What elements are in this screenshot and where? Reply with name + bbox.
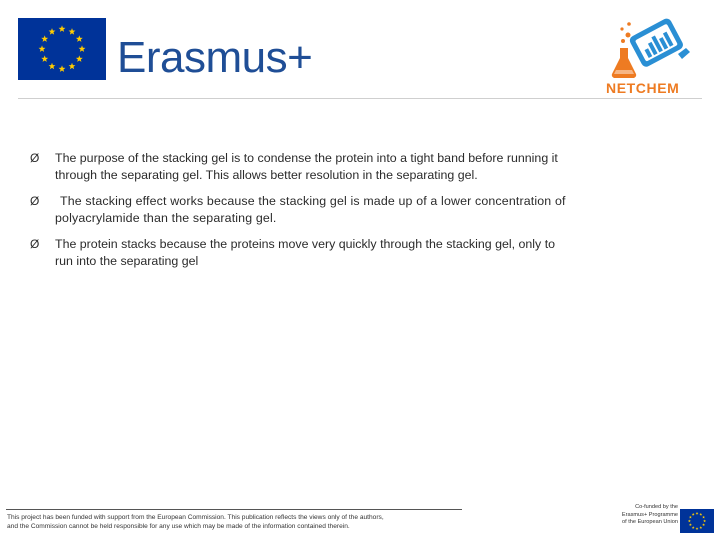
cofunded-line: Erasmus+ Programme [621, 511, 678, 518]
cofunded-line: of the European Union [622, 519, 678, 526]
cofunded-label [600, 504, 678, 527]
list-item-line: run into the separating gel [55, 254, 199, 268]
erasmus-plus-logo: Erasmus+ [117, 33, 313, 82]
eu-flag-small-icon [680, 509, 714, 533]
arrow-bullet-icon: Ø [30, 151, 40, 165]
list-item-line: The protein stacks because the proteins move very quickly through the stacking gel, only to [55, 237, 556, 251]
page-header [0, 0, 720, 100]
netchem-tablet-flask-icon [604, 14, 696, 84]
disclaimer-line: and the Commission cannot be held responsible for any use which may be made of the information contained therein. [7, 523, 350, 531]
bullet-list [30, 150, 628, 279]
netchem-logo-text: NETCHEM [606, 80, 680, 96]
list-item [30, 193, 628, 227]
list-item [30, 236, 628, 270]
arrow-bullet-icon: Ø [30, 237, 40, 251]
list-item-line: The purpose of the stacking gel is to condense the protein into a tight band before running it [55, 151, 558, 165]
list-item-line: The stacking effect works because the stacking gel is made up of a lower concentration of [60, 194, 566, 208]
eu-flag-icon [18, 18, 106, 80]
disclaimer-line: This project has been funded with support from the European Commission. This publication reflects the views only of the authors, [7, 514, 384, 521]
cofunded-badge [600, 504, 715, 538]
footer-divider [6, 509, 462, 510]
list-item-line: through the separating gel. This allows better resolution in the separating gel. [55, 168, 478, 182]
funding-disclaimer [7, 513, 477, 532]
cofunded-line: Co-funded by the [635, 504, 678, 510]
header-divider [18, 98, 702, 99]
arrow-bullet-icon: Ø [30, 194, 40, 208]
list-item [30, 150, 628, 184]
list-item-line: polyacrylamide than the separating gel. [55, 211, 277, 225]
